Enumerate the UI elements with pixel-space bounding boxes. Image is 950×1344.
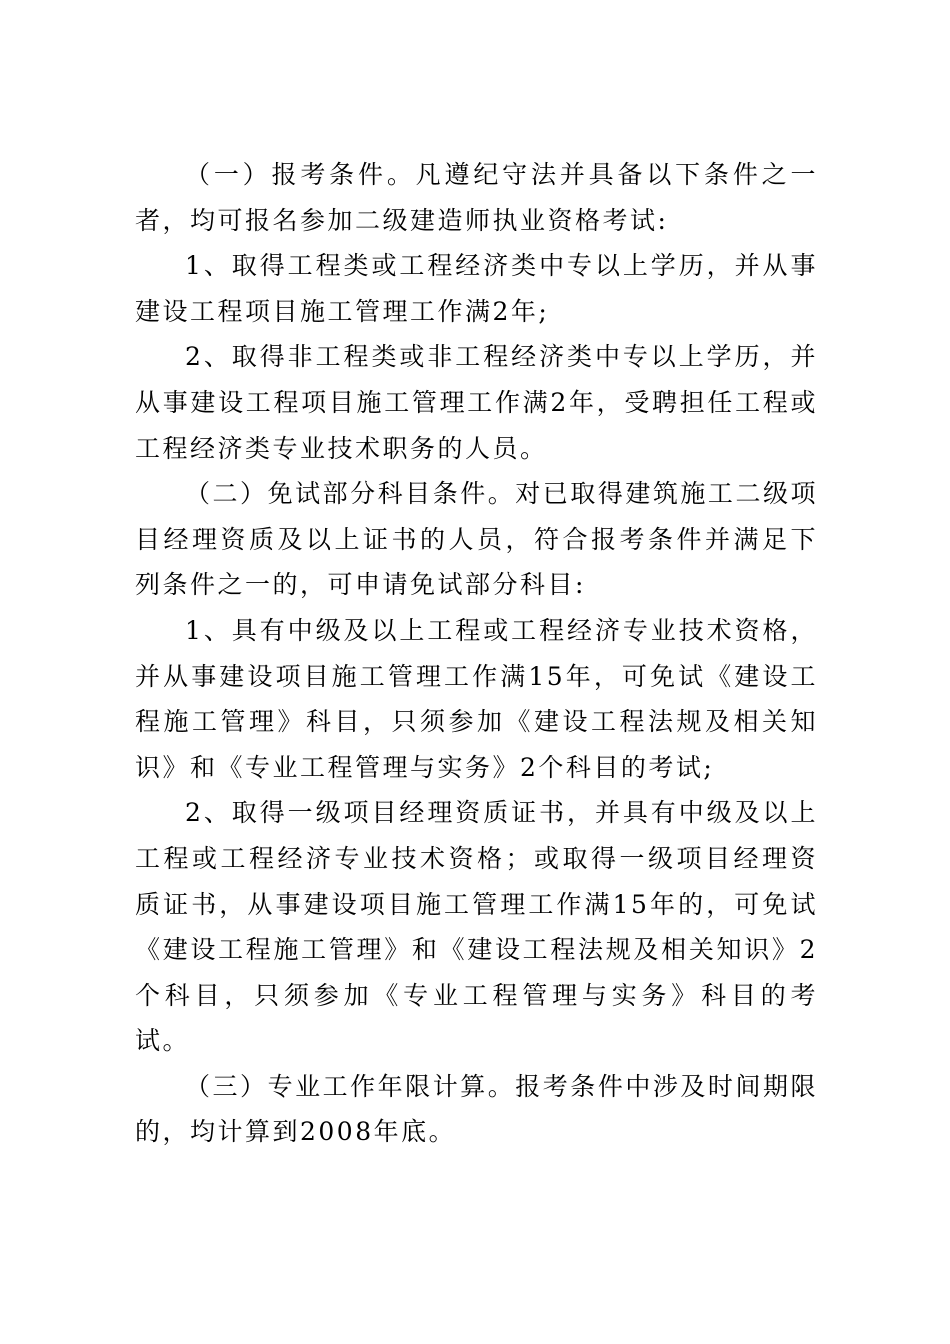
- paragraph-exemption-1: 1、具有中级及以上工程或工程经济专业技术资格，并从事建设项目施工管理工作满15年，可免试《建设工程施工管理》科目，只须参加《建设工程法规及相关知识》和《专业工程管理与实务》2个科目的考试;: [135, 615, 818, 782]
- paragraph-condition-2: 2、取得非工程类或非工程经济类中专以上学历，并从事建设工程项目施工管理工作满2年，受聘担任工程或工程经济类专业技术职务的人员。: [135, 342, 818, 463]
- paragraph-exam-conditions: （一）报考条件。凡遵纪守法并具备以下条件之一者，均可报名参加二级建造师执业资格考试:: [135, 160, 818, 235]
- document-body: [135, 152, 818, 1155]
- paragraph-exemption-2: 2、取得一级项目经理资质证书，并具有中级及以上工程或工程经济专业技术资格；或取得一级项目经理资质证书，从事建设项目施工管理工作满15年的，可免试《建设工程施工管理》和《建设工程法规及相关知识》2个科目，只须参加《专业工程管理与实务》科目的考试。: [135, 798, 818, 1056]
- paragraph-exemption-conditions: （二）免试部分科目条件。对已取得建筑施工二级项目经理资质及以上证书的人员，符合报考条件并满足下列条件之一的，可申请免试部分科目:: [135, 479, 818, 600]
- paragraph-work-years: （三）专业工作年限计算。报考条件中涉及时间期限的，均计算到2008年底。: [135, 1071, 818, 1147]
- paragraph-condition-1: 1、取得工程类或工程经济类中专以上学历，并从事建设工程项目施工管理工作满2年;: [135, 251, 818, 326]
